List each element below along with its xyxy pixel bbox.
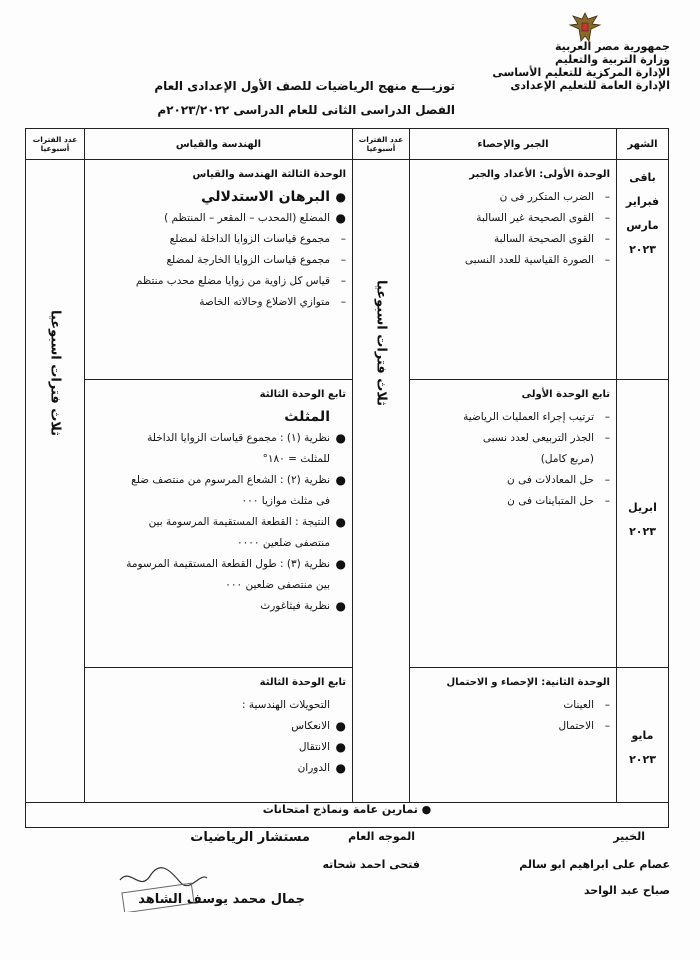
supervisor-name: فتحى احمد شحاته: [322, 858, 420, 871]
month-label: ابريل: [628, 501, 657, 514]
item-text: البرهان الاستدلالي: [201, 189, 330, 205]
unit-heading: تابع الوحدة الأولى: [521, 389, 610, 400]
list-item: – قياس كل زاوية من زوايا مضلع محدب منتظم: [135, 275, 346, 287]
table-row: [26, 380, 669, 668]
list-item: – مجموع قياسات الزوايا الداخلة لمضلع: [169, 233, 346, 245]
item-text: ترتيب إجراء العمليات الرياضية: [463, 411, 594, 423]
list-item: – مجموع قياسات الزوايا الخارجة لمضلع: [166, 254, 346, 266]
item-text: للمثلث = ١٨٠°: [262, 453, 330, 465]
algebra-cell: [410, 668, 617, 803]
header-line: وزارة التربية والتعليم: [555, 53, 670, 66]
list-item: [91, 575, 346, 596]
item-text: بين منتصفى ضلعين ٠٠٠: [225, 579, 330, 591]
header-line: الإدارة العامة للتعليم الإعدادى: [510, 79, 670, 92]
unit-heading: تابع الوحدة الثالثة: [259, 677, 346, 688]
item-text: القوى الصحيحة غير السالبة: [476, 212, 594, 224]
month-label: مارس: [626, 219, 659, 232]
item-text: حل المعادلات فى ن: [507, 474, 594, 486]
list-item: – ترتيب إجراء العمليات الرياضية: [463, 411, 610, 423]
eagle-emblem-icon: [567, 10, 603, 44]
document-title: توزيـــع منهج الرياضيات للصف الأول الإعدادى العام: [154, 79, 455, 93]
footer-cell: ● تمارين عامة ونماذج امتحانات: [26, 803, 669, 828]
periods-cell: [26, 160, 85, 803]
periods-cell: [353, 160, 410, 803]
advisor-name: جمال محمد يوسف الشاهد: [138, 892, 305, 907]
header-month: الشهر: [617, 129, 669, 160]
item-text: متوازي الاضلاع وحالاته الخاصة: [199, 296, 330, 308]
table-header-row: [26, 129, 669, 160]
header-periods: [353, 129, 410, 160]
curriculum-table: [25, 128, 669, 828]
list-item: – الجذر التربيعى لعدد نسبى: [482, 432, 610, 444]
geometry-cell: [85, 160, 353, 380]
geometry-cell: [85, 380, 353, 668]
item-text: فى مثلث موازيا ٠٠٠: [241, 495, 330, 507]
header-line: جمهورية مصر العربية: [555, 40, 670, 53]
header-geometry: الهندسة والقياس: [85, 129, 353, 160]
header-algebra: الجبر والإحصاء: [410, 129, 617, 160]
item-text: القوى الصحيحة السالبة: [493, 233, 594, 245]
list-item: – حل المتباينات فى ن: [507, 495, 610, 507]
advisor-label: مستشار الرياضيات: [190, 830, 310, 845]
unit-heading: تابع الوحدة الثالثة: [259, 389, 346, 400]
month-label: مايو: [631, 729, 654, 742]
month-cell: [617, 160, 669, 380]
list-item: [91, 533, 346, 554]
header-periods: [26, 129, 85, 160]
list-item: [91, 695, 346, 716]
header-line: الإدارة المركزية للتعليم الأساسى: [492, 66, 670, 79]
list-item: [91, 449, 346, 470]
list-item: ● النتيجة : القطعة المستقيمة المرسومة بين: [148, 515, 346, 529]
item-text: نظرية (٣) : طول القطعة المستقيمة المرسومة: [126, 558, 330, 570]
item-text: مجموع قياسات الزوايا الداخلة لمضلع: [169, 233, 330, 245]
table-row: [26, 160, 669, 380]
list-item: – حل المعادلات فى ن: [507, 474, 610, 486]
table-row: [26, 668, 669, 803]
month-label: ٢٠٢٣: [629, 753, 656, 766]
algebra-cell: [410, 160, 617, 380]
algebra-cell: [410, 380, 617, 668]
list-item: ● نظرية (٢) : الشعاع المرسوم من منتصف ضلع: [131, 473, 346, 487]
item-text: حل المتباينات فى ن: [507, 495, 594, 507]
list-item: ● المضلع (المحدب – المقعر – المنتظم ): [164, 211, 346, 225]
supervisor-label: الموجه العام: [348, 830, 415, 843]
list-item: ● الانعكاس: [291, 719, 346, 733]
header-periods-label: عدد الفترات أسبوعيا: [32, 135, 78, 153]
item-text: الضرب المتكرر فى ن: [499, 191, 594, 203]
list-item: – متوازي الاضلاع وحالاته الخاصة: [199, 296, 346, 308]
expert-name: صباح عبد الواحد: [583, 884, 670, 897]
item-text: النتيجة : القطعة المستقيمة المرسومة بين: [148, 516, 330, 528]
item-text: قياس كل زاوية من زوايا مضلع محدب منتظم: [135, 275, 330, 287]
month-label: باقى: [629, 171, 656, 184]
item-text: نظرية (١) : مجموع قياسات الزوايا الداخلة: [147, 432, 330, 444]
list-item: – القوى الصحيحة السالبة: [493, 233, 610, 245]
month-cell: [617, 380, 669, 668]
document-subtitle: الفصل الدراسى الثانى للعام الدراسى ٢٠٢٣/٢٠٢٢م: [157, 103, 455, 117]
list-item: ● نظرية فيثاغورث: [260, 599, 346, 613]
expert-label: الخبير: [613, 830, 645, 843]
month-label: فبراير: [625, 195, 660, 208]
list-item: ● نظرية (٣) : طول القطعة المستقيمة المرسومة: [126, 557, 346, 571]
list-item: – العينات: [563, 699, 610, 711]
footer-text: تمارين عامة ونماذج امتحانات: [262, 803, 418, 816]
item-text: مجموع قياسات الزوايا الخارجة لمضلع: [166, 254, 330, 266]
unit-heading: الوحدة الأولى: الأعداد والجبر: [469, 169, 610, 180]
list-item: ● البرهان الاستدلالي: [201, 189, 346, 205]
item-text: الاحتمال: [558, 720, 594, 732]
item-text: الانعكاس: [291, 720, 330, 732]
item-text: منتصفى ضلعين ٠٠٠٠: [237, 537, 330, 549]
item-text: التحويلات الهندسية :: [241, 699, 330, 711]
section-title: المثلث: [284, 409, 330, 425]
list-item: [91, 491, 346, 512]
item-text: الدوران: [297, 762, 330, 774]
list-item: [416, 449, 610, 470]
month-cell: [617, 668, 669, 803]
unit-heading: الوحدة الثانية: الإحصاء و الاحتمال: [446, 677, 610, 688]
periods-vertical-text: ثلاث فترات اسبوعيا: [47, 310, 63, 437]
item-text: العينات: [563, 699, 594, 711]
header-periods-label: عدد الفترات أسبوعيا: [358, 135, 404, 153]
item-text: (مربع كامل): [540, 453, 594, 465]
list-item: ● الدوران: [297, 761, 346, 775]
list-item: – الضرب المتكرر فى ن: [499, 191, 610, 203]
month-label: ٢٠٢٣: [629, 243, 656, 256]
list-item: – الصورة القياسية للعدد النسبى: [464, 254, 610, 266]
periods-vertical-text: ثلاث فترات اسبوعيا: [373, 280, 389, 407]
table-footer-row: [26, 803, 669, 828]
list-item: ● الانتقال: [298, 740, 346, 754]
item-text: الصورة القياسية للعدد النسبى: [464, 254, 594, 266]
item-text: الانتقال: [298, 741, 330, 753]
list-item: – القوى الصحيحة غير السالبة: [476, 212, 610, 224]
item-text: نظرية فيثاغورث: [260, 600, 330, 612]
list-item: – الاحتمال: [558, 720, 610, 732]
item-text: الجذر التربيعى لعدد نسبى: [482, 432, 594, 444]
expert-name: عصام على ابراهيم ابو سالم: [519, 858, 670, 871]
unit-heading: الوحدة الثالثة الهندسة والقياس: [192, 169, 346, 180]
item-text: نظرية (٢) : الشعاع المرسوم من منتصف ضلع: [131, 474, 330, 486]
signature-stamp-icon: [115, 862, 210, 912]
item-text: المضلع (المحدب – المقعر – المنتظم ): [164, 212, 330, 224]
ministry-header: [492, 40, 670, 92]
month-label: ٢٠٢٣: [629, 525, 656, 538]
geometry-cell: [85, 668, 353, 803]
list-item: ● نظرية (١) : مجموع قياسات الزوايا الداخلة: [147, 431, 346, 445]
